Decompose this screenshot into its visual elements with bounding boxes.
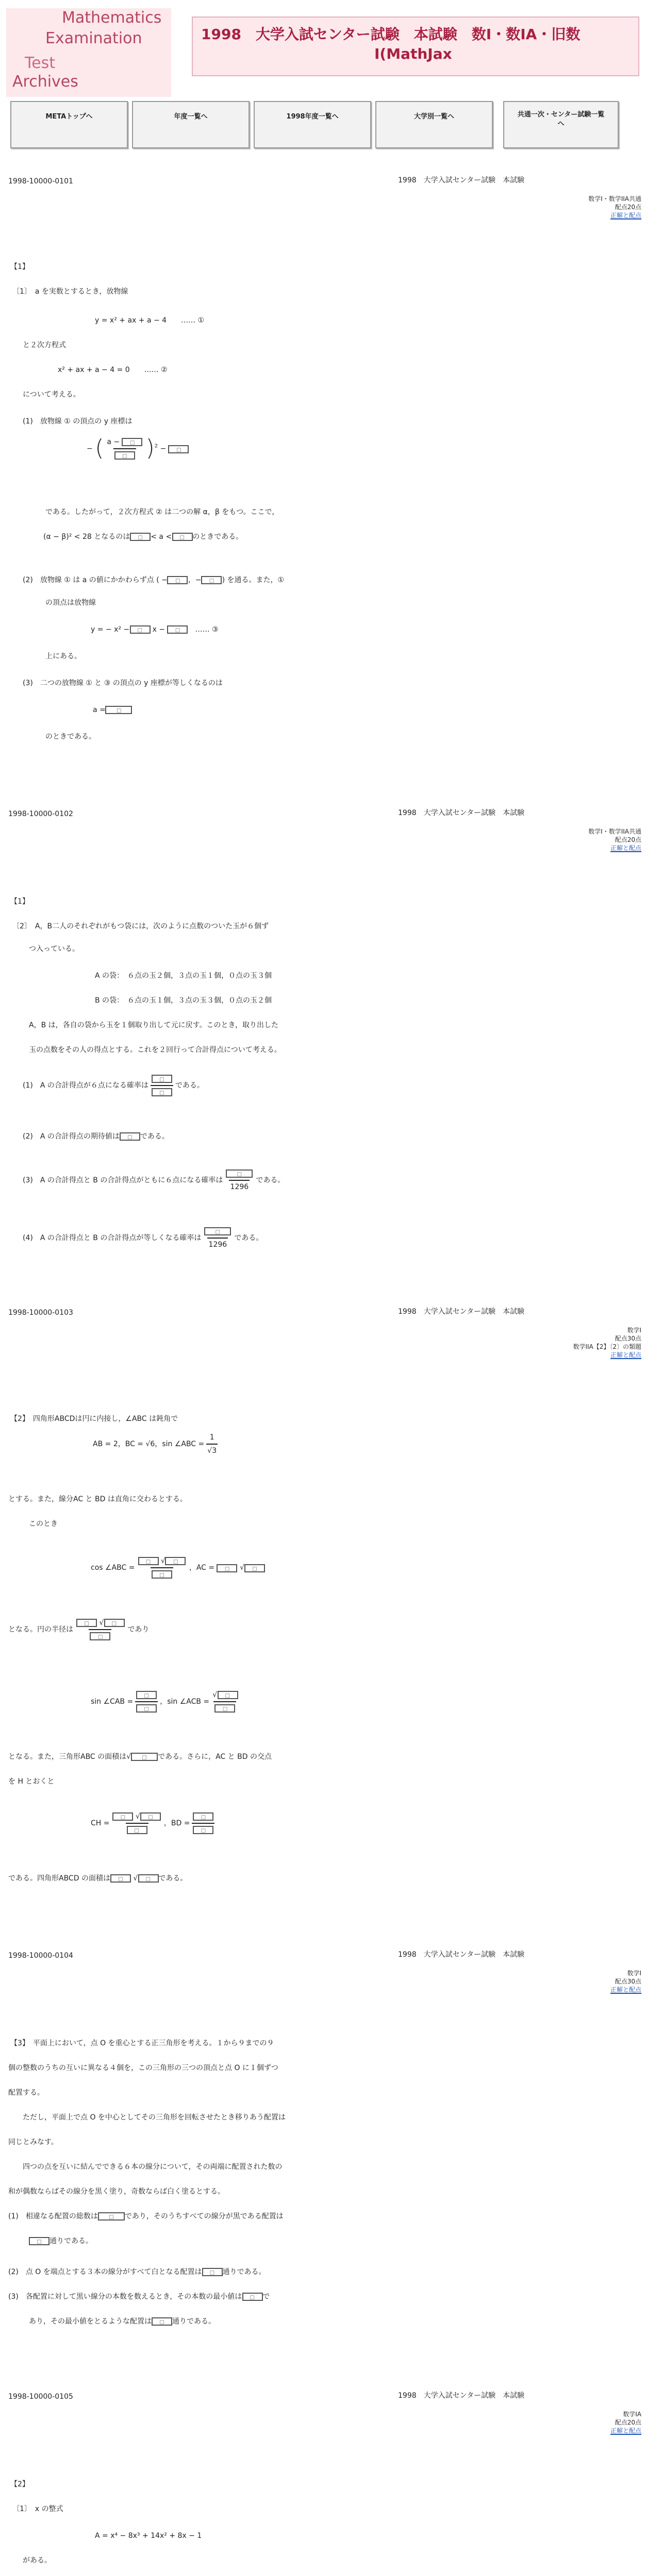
section-heading: 【1】 bbox=[10, 263, 29, 271]
answer-box[interactable]: □ bbox=[215, 1704, 236, 1713]
text-span: (α − β)² < 28 となるのは bbox=[43, 533, 130, 541]
answer-link[interactable]: 正解と配点 bbox=[610, 212, 641, 219]
answer-box[interactable]: □ bbox=[152, 1570, 172, 1579]
text-span: 通りである。 bbox=[49, 2237, 93, 2245]
text-span: cos ∠ABC = bbox=[91, 1564, 135, 1572]
text-span: のときである。 bbox=[192, 533, 243, 541]
answer-box[interactable]: □ bbox=[172, 533, 192, 541]
answer-box[interactable]: □ bbox=[90, 1632, 111, 1640]
text-line: 玉の点数をその人の得点とする。これを２回行って合計得点について考える。 bbox=[29, 1046, 282, 1054]
problem-id: 1998-10000-0102 bbox=[8, 810, 73, 818]
text-line: 〔1〕 x の整式 bbox=[12, 2505, 63, 2513]
page-title-cont: I(MathJax bbox=[374, 46, 452, 63]
answer-box[interactable]: □ bbox=[129, 625, 150, 634]
text-line: の頂点は放物線 bbox=[45, 599, 96, 607]
text-span: である。 bbox=[256, 1176, 285, 1184]
answer-box[interactable]: □ bbox=[113, 1812, 134, 1821]
problem-id: 1998-10000-0101 bbox=[8, 177, 73, 185]
text-line: (3) 二つの放物線 ① と ③ の頂点の y 座標が等しくなるのは bbox=[23, 679, 223, 687]
text-span: であり bbox=[127, 1625, 150, 1634]
text-span: < a < bbox=[151, 533, 172, 541]
answer-box[interactable]: □ bbox=[136, 1691, 157, 1699]
text-line: つ入っている。 bbox=[29, 945, 79, 953]
text-span: あり，その最小値をとるような配置は bbox=[29, 2317, 152, 2326]
text-span: (3) 各配置に対して黒い線分の本数を数えるとき，その本数の最小値は bbox=[8, 2293, 242, 2301]
text-span: である。 bbox=[158, 1874, 188, 1883]
problem-id: 1998-10000-0104 bbox=[8, 1952, 73, 1960]
text-span: 通りである。 bbox=[222, 2268, 266, 2276]
text-line: と２次方程式 bbox=[23, 341, 66, 349]
answer-link[interactable]: 正解と配点 bbox=[610, 1987, 641, 1994]
answer-box[interactable]: □ bbox=[244, 1564, 265, 1572]
numerator: 1 bbox=[209, 1433, 214, 1442]
answer-box[interactable]: □ bbox=[29, 2237, 49, 2245]
nav-1998-list[interactable]: 1998年度一覧へ bbox=[254, 101, 371, 148]
text-span: (2) 放物線 ① は a の値にかかわらず点 ( − bbox=[23, 576, 168, 584]
text-line: となる。円の半径は $\frac{□ √ □}{□}$ であり bbox=[8, 1619, 150, 1640]
section-heading: 【3】 平面上において，点 O を重心とする正三角形を考える。１から９までの９ bbox=[10, 2039, 274, 2047]
text-line: 〔2〕 A，B二人のそれぞれがもつ袋には，次のように点数のついた玉が６個ず bbox=[12, 922, 269, 930]
problem-header bbox=[0, 804, 662, 826]
text-span: ，sin ∠ACB = bbox=[160, 1698, 210, 1706]
meta-line: 配点20点 bbox=[615, 2419, 641, 2427]
exam-title: 1998 大学入試センター試験 本試験 bbox=[398, 176, 525, 184]
logo-line: Test bbox=[25, 54, 56, 72]
answer-box[interactable]: □ bbox=[152, 1088, 172, 1096]
text-line: A，B は，各自の袋から玉を１個取り出して元に戻す。このとき，取り出した bbox=[29, 1021, 278, 1029]
text-line: 〔1〕 a を実数とするとき，放物線 bbox=[12, 287, 128, 296]
denominator: 1296 bbox=[229, 1180, 250, 1192]
problem-meta bbox=[610, 1970, 641, 1995]
answer-box[interactable]: □ bbox=[131, 1753, 158, 1761]
text-span: (1) A の合計得点が６点になる確率は bbox=[23, 1081, 148, 1090]
meta-line: 数学I bbox=[627, 1327, 641, 1334]
answer-box[interactable]: □ bbox=[114, 451, 135, 460]
text-line: このとき bbox=[29, 1520, 58, 1528]
meta-line: 配点20点 bbox=[615, 204, 641, 211]
text-line bbox=[23, 1168, 285, 1192]
answer-box[interactable]: □ bbox=[106, 706, 133, 714]
problem-meta bbox=[588, 196, 641, 221]
text-span: 通りである。 bbox=[172, 2317, 216, 2326]
text-span: (4) A の合計得点と B の合計得点が等しくなる確率は bbox=[23, 1234, 202, 1242]
exam-title: 1998 大学入試センター試験 本試験 bbox=[398, 2392, 525, 2400]
page-title-box bbox=[192, 16, 639, 76]
answer-box[interactable]: □ bbox=[140, 1812, 161, 1821]
problem-id: 1998-10000-0105 bbox=[8, 2393, 73, 2401]
text-line: を H とおくと bbox=[8, 1777, 55, 1786]
text-span: ，− bbox=[188, 576, 202, 584]
problem-header bbox=[0, 2386, 662, 2409]
answer-box[interactable]: □ bbox=[202, 2268, 223, 2276]
text-line: である。四角形ABCD の面積は □ √ □ である。 bbox=[8, 1874, 188, 1883]
section-heading: 【2】 bbox=[10, 2480, 29, 2488]
nav-year-list[interactable]: 年度一覧へ bbox=[132, 101, 250, 148]
answer-box[interactable]: □ bbox=[169, 445, 189, 453]
problem-meta bbox=[588, 828, 641, 853]
text-line: (1) 放物線 ① の頂点の y 座標は bbox=[23, 417, 133, 426]
math-line bbox=[91, 624, 219, 635]
answer-box[interactable]: □ bbox=[110, 1874, 131, 1883]
problem-header bbox=[0, 1302, 662, 1325]
math-line: cos ∠ABC = $\frac{□ √ □}{□}$ ，AC = □ √ □ bbox=[91, 1556, 265, 1580]
meta-line: 数学I bbox=[627, 1970, 641, 1977]
answer-box[interactable]: □ bbox=[98, 2212, 125, 2221]
answer-box[interactable]: □ bbox=[202, 576, 222, 584]
answer-box[interactable]: □ bbox=[122, 438, 143, 446]
math-line bbox=[93, 1432, 220, 1456]
site-logo[interactable] bbox=[6, 8, 171, 97]
answer-box[interactable]: □ bbox=[166, 1557, 186, 1565]
answer-link[interactable]: 正解と配点 bbox=[610, 1352, 641, 1359]
text-span: (1) 相違なる配置の総数は bbox=[8, 2212, 98, 2221]
text-span: ，BD = bbox=[163, 1819, 190, 1827]
answer-box[interactable]: □ bbox=[193, 1826, 213, 1834]
text-span: (2) A の合計得点の期待値は bbox=[23, 1132, 120, 1141]
text-line bbox=[29, 2236, 93, 2246]
text-line: がある。 bbox=[23, 2556, 52, 2565]
math-line: CH = $\frac{□ √ □}{□}$ ，BD = $\frac{□}{□}$ bbox=[91, 1811, 217, 1835]
meta-line: 数学IIA【2】〔2〕の類題 bbox=[573, 1344, 641, 1351]
problem-meta bbox=[610, 2411, 641, 2436]
text-span: となる。円の半径は bbox=[8, 1625, 73, 1634]
math-line: A = x⁴ − 8x³ + 14x² + 8x − 1 bbox=[95, 2532, 202, 2540]
text-span: CH = bbox=[91, 1819, 110, 1827]
text-span: sin ∠CAB = bbox=[91, 1698, 134, 1706]
denominator: 1296 bbox=[208, 1238, 228, 1250]
answer-box[interactable]: □ bbox=[130, 533, 151, 541]
meta-line: 配点30点 bbox=[615, 1978, 641, 1986]
text-line: 和が偶数ならばその線分を黒く塗り，奇数ならば白く塗るとする。 bbox=[8, 2188, 225, 2196]
text-line: 個の整数のうちの互いに異なる４個を，この三角形の三つの頂点と点 O に１個ずつ bbox=[8, 2064, 278, 2072]
answer-box[interactable]: □ bbox=[242, 2293, 262, 2301]
text-line: のときである。 bbox=[45, 733, 96, 741]
text-line bbox=[23, 1131, 169, 1142]
text-line: 配置する。 bbox=[8, 2089, 44, 2097]
exam-title: 1998 大学入試センター試験 本試験 bbox=[398, 1308, 525, 1316]
denominator: √3 bbox=[206, 1444, 218, 1456]
text-line bbox=[29, 2316, 216, 2327]
text-line bbox=[8, 2267, 266, 2277]
text-span: a = bbox=[93, 706, 106, 714]
text-span: …… ③ bbox=[195, 625, 219, 634]
problem-id: 1998-10000-0103 bbox=[8, 1309, 73, 1317]
math-line: y = x² + ax + a − 4 …… ① bbox=[95, 316, 205, 325]
inequality-line bbox=[43, 532, 243, 542]
text-line: となる。また，三角形ABC の面積は√ □ である。さらに，AC と BD の交点 bbox=[8, 1753, 272, 1761]
math-line: x² + ax + a − 4 = 0 …… ② bbox=[58, 366, 168, 374]
text-span: で bbox=[262, 2293, 270, 2301]
answer-box[interactable]: □ bbox=[120, 1132, 140, 1141]
problem-header bbox=[0, 171, 662, 194]
page-title: 1998 大学入試センター試験 本試験 数I・数IA・旧数 bbox=[201, 27, 581, 43]
answer-box[interactable]: □ bbox=[168, 576, 188, 584]
text-span: である。 bbox=[140, 1132, 169, 1141]
text-span: ，AC = bbox=[189, 1564, 215, 1572]
logo-line: Examination bbox=[45, 29, 142, 47]
answer-box[interactable]: □ bbox=[193, 1812, 213, 1821]
answer-box[interactable]: □ bbox=[152, 1075, 172, 1083]
text-line: について考える。 bbox=[23, 391, 80, 399]
text-line: 四つの点を互いに結んでできる６本の線分について，その両端に配置された数の bbox=[23, 2163, 283, 2171]
text-span: y = − x² − bbox=[91, 625, 130, 634]
text-line: A の袋： ６点の玉２個，３点の玉１個，０点の玉３個 bbox=[95, 972, 272, 980]
answer-box[interactable]: □ bbox=[204, 1227, 231, 1235]
text-span: である。四角形ABCD の面積は bbox=[8, 1874, 110, 1883]
meta-line: 数学IA bbox=[623, 2411, 641, 2418]
text-line: B の袋： ６点の玉１個，３点の玉３個，０点の玉２個 bbox=[95, 996, 272, 1005]
text-span: となる。また，三角形ABC の面積は bbox=[8, 1753, 127, 1761]
text-line: 上にある。 bbox=[45, 652, 81, 660]
answer-box[interactable]: □ bbox=[217, 1564, 238, 1572]
nav-university-list[interactable]: 大学別一覧へ bbox=[375, 101, 493, 148]
text-span: である。 bbox=[234, 1234, 263, 1242]
text-line: である。したがって，２次方程式 ② は二つの解 α，β をもつ。ここで， bbox=[45, 508, 279, 516]
nav-center-exam-list[interactable]: 共通一次・センター試験一覧へ bbox=[503, 101, 619, 148]
answer-link[interactable]: 正解と配点 bbox=[610, 2428, 641, 2435]
answer-box[interactable]: □ bbox=[152, 2317, 172, 2326]
text-line: 同じとみなす。 bbox=[8, 2138, 58, 2146]
section-heading: 【1】 bbox=[10, 897, 29, 906]
text-span: ) を通る。また，① bbox=[222, 576, 285, 584]
text-span: AB = 2，BC = √6，sin ∠ABC = bbox=[93, 1440, 205, 1448]
text-line: ただし，平面上で点 O を中心としてその三角形を回転させたとき移りあう配置は bbox=[23, 2113, 286, 2122]
answer-box[interactable]: □ bbox=[168, 625, 188, 634]
answer-box[interactable]: □ bbox=[217, 1691, 238, 1699]
logo-line: Mathematics bbox=[62, 8, 162, 27]
problem-header bbox=[0, 1945, 662, 1968]
text-line bbox=[23, 1074, 204, 1097]
math-line bbox=[93, 705, 133, 715]
answer-box[interactable]: □ bbox=[76, 1619, 97, 1627]
answer-box[interactable]: □ bbox=[104, 1619, 124, 1627]
answer-box[interactable]: □ bbox=[226, 1170, 253, 1178]
text-span: であり，そのうちすべての線分が黒である配置は bbox=[124, 2212, 284, 2221]
exam-title: 1998 大学入試センター試験 本試験 bbox=[398, 809, 525, 817]
meta-line: 数学I・数学IIA共通 bbox=[588, 196, 641, 203]
text-line bbox=[23, 575, 284, 585]
answer-link[interactable]: 正解と配点 bbox=[610, 845, 641, 852]
answer-box[interactable]: □ bbox=[126, 1826, 147, 1834]
exam-title: 1998 大学入試センター試験 本試験 bbox=[398, 1951, 525, 1959]
answer-box[interactable]: □ bbox=[138, 1874, 158, 1883]
vertex-formula: − ( $\frac{a - □}{□}$ )$^2$ − □ bbox=[87, 437, 189, 461]
text-span: である。さらに，AC と BD の交点 bbox=[158, 1753, 272, 1761]
nav-meta-top[interactable]: METAトップへ bbox=[10, 101, 128, 148]
meta-line: 配点20点 bbox=[615, 837, 641, 844]
logo-line: Archives bbox=[12, 72, 78, 91]
text-line: とする。また，線分AC と BD は直角に交わるとする。 bbox=[8, 1495, 187, 1503]
problem-meta bbox=[573, 1327, 641, 1360]
math-line: sin ∠CAB = $\frac{□}{□}$ ，sin ∠ACB = $\frac{√ □}{□}$ bbox=[91, 1690, 241, 1714]
text-line bbox=[8, 2292, 270, 2302]
text-span: (2) 点 O を端点とする３本の線分がすべて白となる配置は bbox=[8, 2268, 202, 2276]
text-line bbox=[23, 1226, 263, 1250]
text-span: x − bbox=[152, 625, 166, 634]
meta-line: 数学I・数学IIA共通 bbox=[588, 828, 641, 836]
text-line bbox=[8, 2211, 284, 2222]
section-heading: 【2】 四角形ABCDは円に内接し，∠ABC は鈍角で bbox=[10, 1415, 178, 1423]
answer-box[interactable]: □ bbox=[138, 1557, 158, 1565]
text-span: である。 bbox=[175, 1081, 204, 1090]
answer-box[interactable]: □ bbox=[136, 1704, 157, 1713]
text-span: (3) A の合計得点と B の合計得点がともに６点になる確率は bbox=[23, 1176, 223, 1184]
meta-line: 配点30点 bbox=[615, 1335, 641, 1343]
